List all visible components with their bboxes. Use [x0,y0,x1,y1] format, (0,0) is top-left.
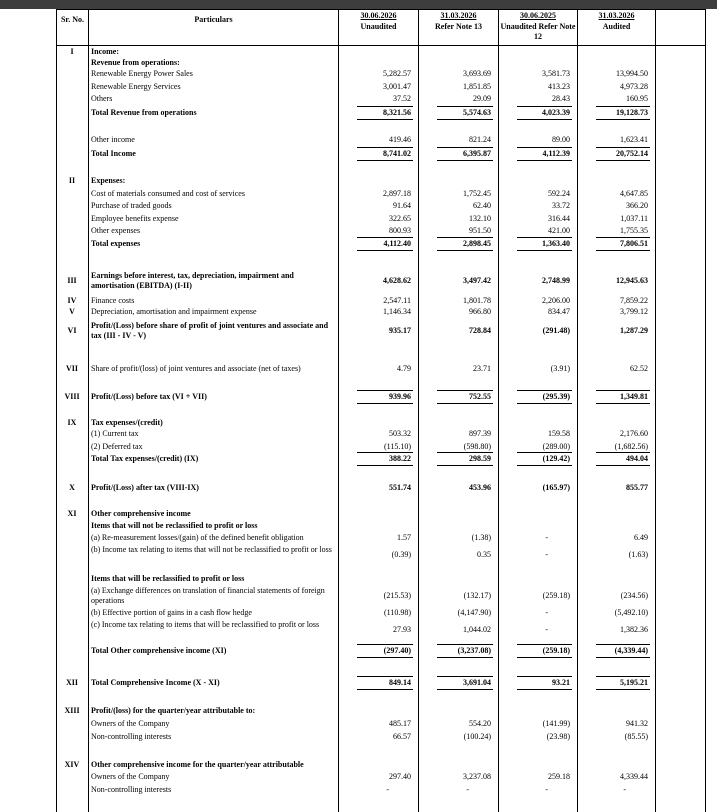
row-value: 419.46 [389,135,411,144]
total-rule [437,465,493,466]
row-sr-number: VIII [64,392,80,401]
row-value: 2,897.18 [383,189,411,198]
row-value: 259.18 [548,772,570,781]
row-value: (132.17) [463,591,491,600]
row-label: Others [91,94,113,103]
row-label: (b) Effective portion of gains in a cash flow hedge [91,608,252,617]
row-label: Expenses: [91,176,126,185]
row-value: 2,748.99 [542,276,570,285]
row-value: 316.44 [548,214,570,223]
row-value: 297.40 [389,772,411,781]
row-label: Items that will be reclassified to profit or loss [91,574,245,583]
row-value: 1,363.40 [542,239,570,248]
row-value: 62.52 [630,364,648,373]
row-value: (234.56) [620,591,648,600]
row-label: Revenue from operations: [91,58,180,67]
row-value: 2,206.00 [542,296,570,305]
row-value: 37.52 [393,94,411,103]
row-value: 834.47 [548,307,570,316]
row-value: 1,287.29 [620,326,648,335]
row-value: (4,339.44) [614,646,648,655]
total-rule [357,657,413,658]
header-sr-no: Sr. No. [60,15,85,24]
header-col-2-status: Refer Note 13 [435,21,482,31]
row-sr-number: VII [65,364,78,373]
row-label: Total Other comprehensive income (XI) [91,646,227,655]
total-rule [437,237,493,238]
row-label: Finance costs [91,296,135,305]
row-value: (85.55) [624,732,648,741]
row-value: 66.57 [393,732,411,741]
row-value: 453.96 [469,483,491,492]
header-col-4 [578,11,655,32]
total-rule [517,403,572,404]
row-value: 1,755.35 [620,226,648,235]
row-value: 551.74 [389,483,411,492]
row-value: 8,321.56 [383,108,411,117]
row-label: (b) Income tax relating to items that will not be reclassified to profit or loss [91,545,332,554]
row-value: - [466,785,469,794]
column-divider [705,9,706,812]
row-value: 821.24 [469,135,491,144]
row-sr-number: II [68,176,76,185]
total-rule [517,250,572,251]
row-value: (141.99) [542,719,570,728]
row-value: 366.20 [626,201,648,210]
row-value: 503.32 [389,429,411,438]
column-divider [655,9,656,812]
row-value: (5,492.10) [614,608,648,617]
row-value: 91.64 [393,201,411,210]
row-label: Total Tax expenses/(credit) (IX) [91,454,199,463]
row-label: Profit/(loss) for the quarter/year attributable to: [91,706,256,715]
row-value: 800.93 [389,226,411,235]
row-value: 849.14 [389,678,411,687]
row-label: Employee benefits expense [91,214,179,223]
total-rule [596,106,650,107]
row-value: 28.43 [552,94,570,103]
row-value: 29.09 [473,94,491,103]
header-col-1 [339,11,418,32]
row-value: 1,349.81 [620,392,648,401]
row-sr-number: IV [67,296,77,305]
row-value: (0.39) [391,550,411,559]
row-sr-number: X [69,483,75,492]
row-value: 897.39 [469,429,491,438]
column-divider [418,9,419,812]
row-label: Total Income [91,149,136,158]
header-col-2 [419,11,498,32]
total-rule [596,390,650,391]
row-value: 1.57 [397,533,411,542]
row-value: 2,176.60 [620,429,648,438]
header-col-3-date: 30.06.2025 [520,11,556,20]
total-rule [357,119,413,120]
row-label: Other comprehensive income for the quarter/year attributable [91,760,304,769]
row-label: Other expenses [91,226,141,235]
row-value: (1,682.56) [614,442,648,451]
total-rule [357,106,413,107]
row-value: 966.80 [469,307,491,316]
column-divider [577,9,578,812]
row-value: 935.17 [389,326,411,335]
row-value: (297.40) [383,646,411,655]
total-rule [596,644,650,645]
row-value: 27.93 [393,625,411,634]
row-value: 3,799.12 [620,307,648,316]
row-label: Income: [91,47,119,56]
row-label: Other comprehensive income [91,509,191,518]
row-label: Other income [91,135,135,144]
total-rule [517,657,572,658]
row-value: 4,647.85 [620,189,648,198]
row-value: 3,693.69 [463,69,491,78]
total-rule [437,657,493,658]
row-value: 3,581.73 [542,69,570,78]
total-rule [357,452,413,453]
total-rule [437,119,493,120]
row-value: 33.72 [552,201,570,210]
total-rule [596,147,650,148]
row-value: 4,973.28 [620,82,648,91]
row-value: 1,037.11 [620,214,648,223]
total-rule [596,465,650,466]
row-value: (100.24) [463,732,491,741]
total-rule [357,465,413,466]
total-rule [357,147,413,148]
row-value: 5,195.21 [620,678,648,687]
row-value: (259.18) [542,646,570,655]
row-sr-number: VI [67,326,77,335]
row-label: Renewable Energy Power Sales [91,69,193,78]
row-value: (3.91) [550,364,570,373]
header-col-1-date: 30.06.2026 [360,11,397,20]
column-divider [56,9,57,812]
row-value: 4,112.40 [383,239,411,248]
row-value: 4,339.44 [620,772,648,781]
total-rule [517,106,572,107]
row-value: (215.53) [383,591,411,600]
row-value: 298.59 [469,454,491,463]
row-label: Non-controlling interests [91,732,172,741]
total-rule [437,403,493,404]
row-value: (291.48) [542,326,570,335]
row-value: 0.35 [477,550,491,559]
row-value: (115.10) [383,442,411,451]
total-rule [517,119,572,120]
total-rule [517,676,572,677]
top-bar [0,0,717,9]
row-label: (1) Current tax [91,429,139,438]
row-value: 2,547.11 [383,296,411,305]
row-sr-number: XIV [64,760,80,769]
row-value: 132.10 [469,214,491,223]
row-value: (259.18) [542,591,570,600]
row-value: 951.50 [469,226,491,235]
row-label: Profit/(Loss) before share of profit of joint ventures and associate and tax (III - IV - V) [91,321,329,340]
row-value: 5,574.63 [463,108,491,117]
total-rule [357,250,413,251]
row-label: Cost of materials consumed and cost of services [91,189,245,198]
row-value: 1,752.45 [463,189,491,198]
row-value: 554.20 [469,719,491,728]
row-sr-number: IX [67,418,77,427]
row-value: 3,497.42 [463,276,491,285]
row-value: 941.32 [626,719,648,728]
row-label: Owners of the Company [91,772,170,781]
total-rule [357,403,413,404]
row-value: - [545,533,548,542]
column-divider [88,9,89,812]
total-rule [596,160,650,161]
total-rule [517,390,572,391]
row-value: (3,237.08) [457,646,491,655]
row-label: (c) Income tax relating to items that will be reclassified to profit or loss [91,620,320,629]
total-rule [437,689,493,690]
row-value: 13,994.50 [616,69,648,78]
total-rule [357,644,413,645]
row-value: 2,898.45 [463,239,491,248]
total-rule [596,250,650,251]
row-label: Non-controlling interests [91,785,172,794]
total-rule [596,403,650,404]
row-label: (a) Re-measurement losses/(gain) of the defined benefit obligation [91,533,304,542]
row-value: 93.21 [552,678,570,687]
header-particulars: Particulars [194,15,233,24]
total-rule [596,452,650,453]
row-value: 592.24 [548,189,570,198]
row-value: 62.40 [473,201,491,210]
row-value: 494.04 [626,454,648,463]
row-label: Earnings before interest, tax, depreciation, impairment and amortisation (EBITDA) (I-II) [91,271,294,290]
total-rule [596,676,650,677]
total-rule [517,160,572,161]
row-value: 1,146.34 [383,307,411,316]
header-top-rule [56,9,706,10]
total-rule [437,644,493,645]
total-rule [517,644,572,645]
row-value: 4,023.39 [542,108,570,117]
row-value: 3,691.04 [463,678,491,687]
row-value: 752.55 [469,392,491,401]
header-col-3-status: Unaudited Refer Note 12 [500,21,576,41]
row-value: 5,282.57 [383,69,411,78]
total-rule [357,237,413,238]
row-value: 728.84 [469,326,491,335]
row-label: Depreciation, amortisation and impairment expense [91,307,257,316]
total-rule [437,676,493,677]
total-rule [357,676,413,677]
row-label: Total Comprehensive Income (X - XI) [91,678,220,687]
row-value: (1.38) [471,533,491,542]
row-sr-number: XII [65,678,78,687]
row-value: - [386,785,389,794]
row-value: 1,382.36 [620,625,648,634]
row-sr-number: V [69,307,75,316]
row-value: 19,128.73 [616,108,648,117]
row-value: (129.42) [542,454,570,463]
total-rule [596,237,650,238]
total-rule [596,119,650,120]
row-value: 322.65 [389,214,411,223]
row-value: (110.98) [383,608,411,617]
row-sr-number: XIII [64,706,80,715]
header-col-3 [499,11,577,43]
total-rule [357,390,413,391]
total-rule [517,237,572,238]
row-value: 6.49 [634,533,648,542]
row-value: 89.00 [552,135,570,144]
total-rule [517,147,572,148]
row-value: - [623,785,626,794]
row-value: 7,859.22 [620,296,648,305]
total-rule [517,689,572,690]
row-value: 4.79 [397,364,411,373]
row-value: 421.00 [548,226,570,235]
total-rule [596,657,650,658]
total-rule [517,452,572,453]
row-value: 3,237.08 [463,772,491,781]
row-label: Owners of the Company [91,719,170,728]
row-value: 939.96 [389,392,411,401]
row-value: 7,806.51 [620,239,648,248]
row-value: (1.63) [628,550,648,559]
financial-results-table [0,9,717,812]
row-value: (23.98) [546,732,570,741]
column-divider [338,9,339,812]
row-label: Profit/(Loss) before tax (VI + VII) [91,392,207,401]
row-value: (295.39) [542,392,570,401]
total-rule [357,689,413,690]
row-value: 8,741.02 [383,149,411,158]
row-value: (165.97) [542,483,570,492]
row-label: Tax expenses/(credit) [91,418,163,427]
row-value: 23.71 [473,364,491,373]
header-col-1-status: Unaudited [360,21,397,31]
header-col-2-date: 31.03.2026 [440,11,477,20]
column-divider [498,9,499,812]
total-rule [437,160,493,161]
row-value: 6,395.87 [463,149,491,158]
total-rule [357,160,413,161]
row-sr-number: I [70,47,74,56]
row-value: 12,945.63 [616,276,648,285]
row-value: 413.23 [548,82,570,91]
header-bottom-rule [56,45,706,46]
total-rule [437,452,493,453]
row-value: 1,044.02 [463,625,491,634]
row-value: - [545,785,548,794]
row-label: Total expenses [91,239,141,248]
row-sr-number: III [67,276,77,285]
row-label: Renewable Energy Services [91,82,181,91]
row-value: 4,628.62 [383,276,411,285]
row-value: 1,623.41 [620,135,648,144]
row-value: 855.77 [626,483,648,492]
row-value: (289.00) [542,442,570,451]
total-rule [596,689,650,690]
total-rule [437,390,493,391]
row-label: (a) Exchange differences on translation of financial statements of foreign operations [91,586,325,605]
row-value: - [545,608,548,617]
row-value: 3,001.47 [383,82,411,91]
header-col-4-date: 31.03.2026 [598,11,635,20]
row-value: 160.95 [626,94,648,103]
total-rule [437,147,493,148]
row-label: (2) Deferred tax [91,442,143,451]
row-label: Profit/(Loss) after tax (VIII-IX) [91,483,199,492]
row-sr-number: XI [67,509,77,518]
row-value: 159.58 [548,429,570,438]
header-col-4-status: Audited [602,21,631,31]
row-value: - [545,625,548,634]
row-value: (4,147.90) [457,608,491,617]
row-label: Total Revenue from operations [91,108,197,117]
total-rule [437,250,493,251]
row-label: Purchase of traded goods [91,201,172,210]
row-label: Share of profit/(loss) of joint ventures and associate (net of taxes) [91,364,301,373]
row-label: Items that will not be reclassified to profit or loss [91,521,258,530]
row-value: 4,112.39 [542,149,570,158]
row-value: 388.22 [389,454,411,463]
total-rule [517,465,572,466]
row-value: - [545,550,548,559]
total-rule [437,106,493,107]
row-value: 1,801.78 [463,296,491,305]
row-value: 1,851.85 [463,82,491,91]
row-value: (598.80) [463,442,491,451]
row-value: 485.17 [389,719,411,728]
row-value: 20,752.14 [616,149,648,158]
